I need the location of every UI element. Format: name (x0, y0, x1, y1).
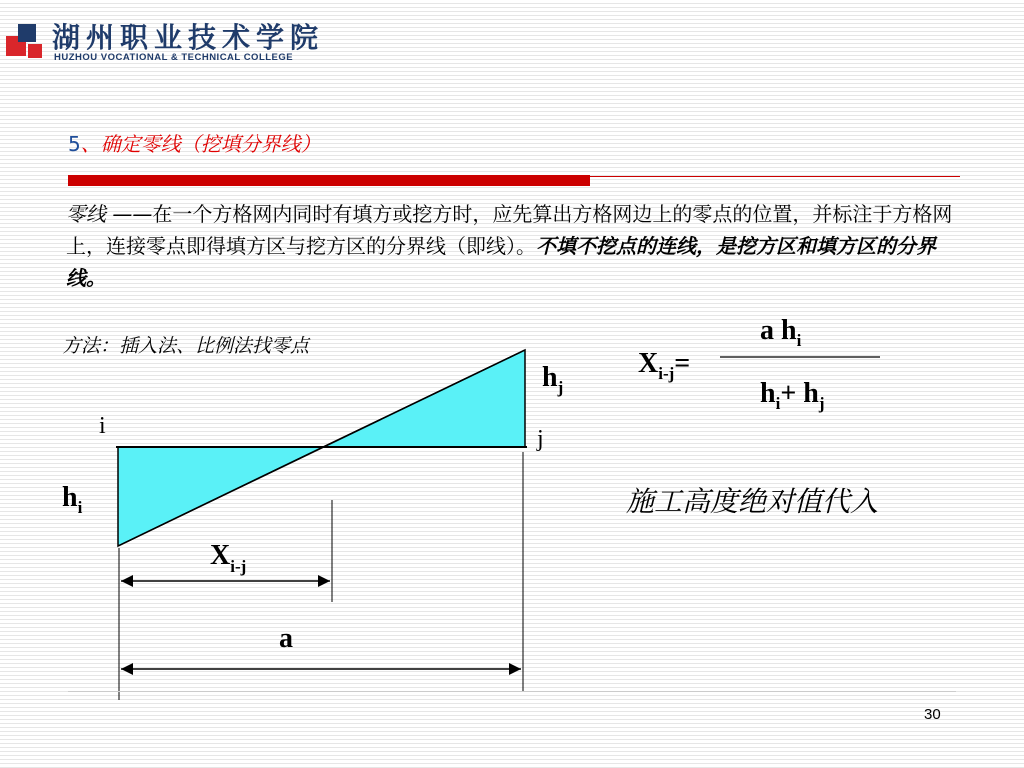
definition-body: 在一个方格网内同时有填方或挖方时，应先算出方格网边上的零点的位置，并标注于方格网上，连接零点即得填方区与挖方区的分界线（即线）。 (66, 202, 953, 258)
label-a: a (279, 623, 293, 654)
definition-emphasis: 不填不挖点的连线，是挖方区和填方区的分界线。 (66, 234, 936, 290)
label-xij: $X_{i-j}$ (210, 540, 247, 576)
logo-name-cn: 湖州职业技术学院 (52, 21, 325, 54)
page-number: 30 (924, 706, 941, 723)
note-text: 施工高度绝对值代入 (626, 485, 879, 518)
heading-number: 5 (68, 132, 81, 156)
formula-denominator: $h_i+ h_j$ (760, 378, 825, 413)
heading-separator: 、 (80, 132, 101, 156)
label-hj: $h_j$ (542, 362, 564, 397)
zero-point-formula (638, 315, 880, 413)
label-hi: $h_i$ (62, 482, 83, 517)
label-i: i (99, 413, 106, 439)
definition-term: 零线 (66, 202, 106, 226)
formula-lhs: $X_{i-j}=$ (638, 348, 691, 383)
footer-line (68, 691, 956, 692)
label-j: j (537, 426, 544, 452)
method-label: 方法：插入法、比例法找零点 (62, 335, 310, 357)
logo-name-en: HUZHOU VOCATIONAL & TECHNICAL COLLEGE (54, 52, 294, 63)
heading-text: 确定零线（挖填分界线） (100, 132, 321, 156)
formula-numerator: a $h_i$ (760, 315, 802, 350)
definition-dash: —— (106, 202, 153, 226)
